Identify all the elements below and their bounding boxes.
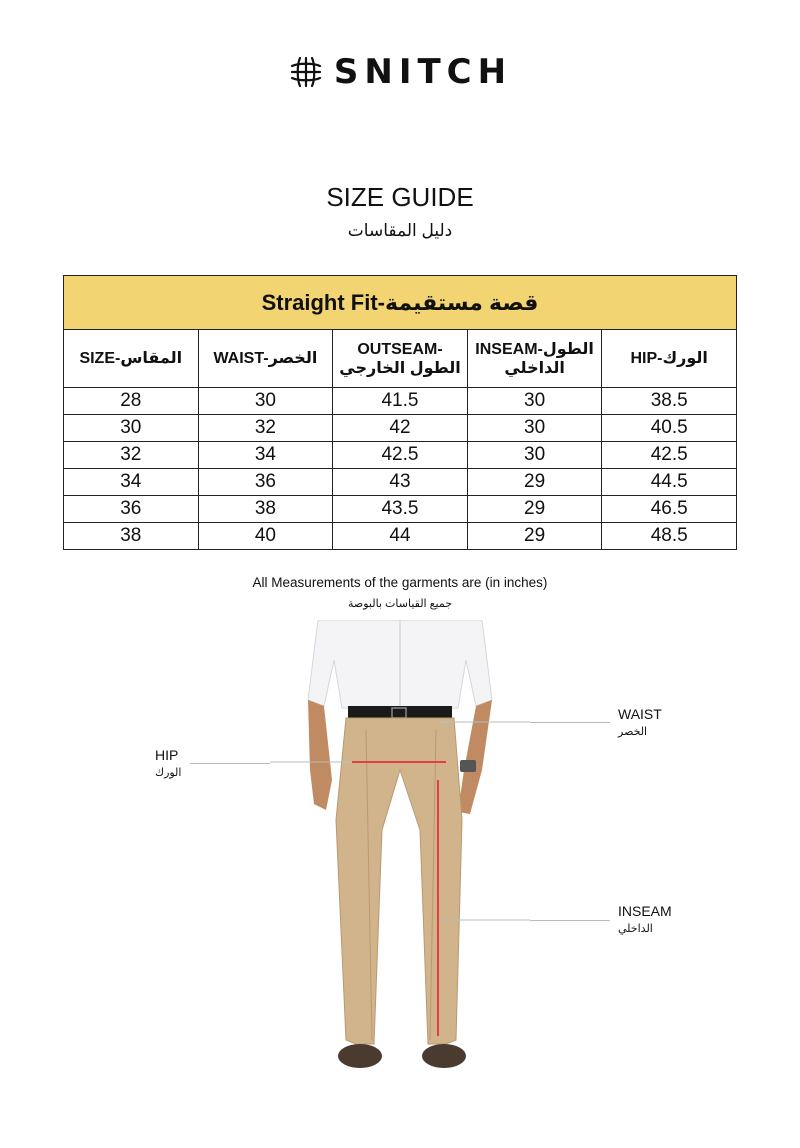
page-subtitle-ar: دليل المقاسات [347,221,453,240]
table-cell: 44.5 [602,469,737,496]
table-cell: 32 [198,415,333,442]
table-cell: 28 [64,388,199,415]
left-arm [308,700,332,810]
table-body [64,388,737,550]
model-trousers-illustration [270,620,530,1148]
column-header [333,330,468,388]
inseam-label-ar: الداخلي [618,923,653,935]
column-header [64,330,199,388]
table-cell: 30 [198,388,333,415]
page-title: SIZE GUIDE [326,182,474,212]
measurement-note-ar: جميع القياسات بالبوصة [347,598,453,610]
table-header-row [64,330,737,388]
inseam-label: INSEAM [618,903,672,919]
table-cell: 29 [467,523,602,550]
table-cell: 34 [64,469,199,496]
column-header-line1: SIZE-المقاس [79,350,183,367]
table-cell: 30 [467,415,602,442]
table-cell: 41.5 [333,388,468,415]
table-cell: 42.5 [602,442,737,469]
table-cell: 43.5 [333,496,468,523]
column-header-line1: INSEAM-الطول [475,340,594,358]
right-arm [458,700,492,814]
table-row [64,496,737,523]
table-cell: 38 [198,496,333,523]
trousers-shape [336,718,462,1044]
table-cell: 40 [198,523,333,550]
watch [460,760,476,772]
table-cell: 38.5 [602,388,737,415]
table-cell: 30 [64,415,199,442]
table-cell: 30 [467,442,602,469]
brand-name: SNITCH [333,52,513,92]
column-header-line1: OUTSEAM- [357,340,443,358]
right-shoe [422,1044,466,1068]
table-row [64,523,737,550]
hash-logo-icon [288,54,324,90]
hip-label-ar: الورك [155,767,182,779]
table-cell: 38 [64,523,199,550]
table-cell: 42 [333,415,468,442]
table-row [64,415,737,442]
table-caption: Straight Fit-قصة مستقيمة [64,276,737,330]
table-cell: 46.5 [602,496,737,523]
column-header [602,330,737,388]
measurement-note: All Measurements of the garments are (in inches) [252,575,548,590]
table-row [64,388,737,415]
table-row [64,469,737,496]
table-row [64,442,737,469]
left-shoe [338,1044,382,1068]
column-header [467,330,602,388]
table-cell: 36 [64,496,199,523]
table-cell: 40.5 [602,415,737,442]
column-header-line2: الداخلي [504,359,565,377]
table-cell: 29 [467,496,602,523]
table-cell: 48.5 [602,523,737,550]
waist-label-ar: الخصر [618,726,648,738]
column-header-line1: WAIST-الخصر [213,350,318,367]
hip-label: HIP [155,747,179,763]
table-cell: 43 [333,469,468,496]
column-header-line2: الطول الخارجي [339,359,461,377]
table-cell: 32 [64,442,199,469]
table-cell: 36 [198,469,333,496]
table-cell: 29 [467,469,602,496]
size-table [63,275,737,550]
waist-label: WAIST [618,706,662,722]
table-cell: 30 [467,388,602,415]
column-header-line1: HIP-الورك [630,350,708,367]
column-header [198,330,333,388]
table-cell: 34 [198,442,333,469]
brand-logo [0,52,800,92]
table-cell: 42.5 [333,442,468,469]
table-cell: 44 [333,523,468,550]
